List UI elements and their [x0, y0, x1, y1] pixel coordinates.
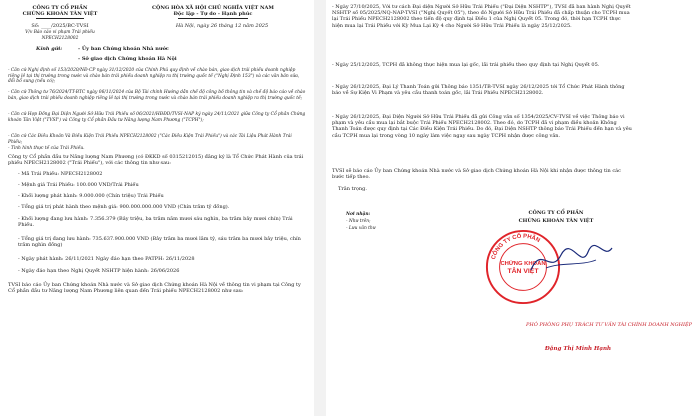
subject-line2: NPECH2128002 [41, 36, 79, 41]
bond-outstanding-value: - Tổng giá trị đang lưu hành: 735.637.900.000 VND (Bảy trăm ba mươi lăm tỷ, sáu trăm ba mươi bảy triệu, chín trăm nghìn đồng) [18, 236, 301, 249]
event-payment-default: - Ngày 25/12/2025, TCPH đã không thực hiện mua lại gốc, lãi trái phiếu theo quy định tại Nghị Quyết 05. [332, 62, 600, 68]
header-rule-left [36, 18, 84, 19]
seal-center-line1: CHỨNG KHOÁN [500, 261, 546, 268]
distribution-item-archive: - Lưu văn thư [346, 226, 376, 231]
regards: Trân trọng. [338, 186, 367, 192]
bond-maturity-resolution: - Ngày đáo hạn theo Nghị Quyết NSHTP hiện hành: 26/06/2026 [18, 268, 180, 274]
issuer-company-line2: CHỨNG KHOÁN TÂN VIỆT [22, 11, 98, 17]
issuer-intro: Công ty Cổ phần đầu tư Năng lượng Nam Phương (có ĐKKD số 0315212015) đăng ký là Tổ Chức Phát Hành của trái phiếu NPECH2128002 ("Trái Phiếu"), với các thông tin như sau: [8, 154, 304, 167]
report-intro: TVSI báo cáo Ủy ban Chứng khoán Nhà nước và Sở giao dịch Chứng khoán Hà Nội về thông tin vi phạm tại Công ty Cổ phần đầu tư Năng lượng Nam Phương liên quan đến Trái phiếu NPECH2128002 như sau: [8, 282, 301, 295]
national-motto: Độc lập - Tự do - Hạnh phúc [173, 11, 253, 17]
event-resolution-05: - Ngày 27/10/2025, Với tư cách Đại diện Người Sở Hữu Trái Phiếu ("Đại Diện NSHTP"), TVSI đã ban hành Nghị Quyết NSHTP số 05/2025/NQ-NAP-TVSI ("Nghị Quyết 05"), theo đó Người Sở Hữu Trái Phiếu đã chấp thuận cho TCPH mua lại Trái Phiếu NPECH2128002 theo tiến độ quy định tại Điều 1 của Nghị Quyết 05. Trong đó, thời hạn TCPH thực hiện mua lại Trái Phiếu với Kỳ Mua Lại Kỳ 4 cho Người Sở Hữu Trái Phiếu là ngày 25/12/2025. [332, 4, 631, 29]
bond-outstanding-volume: - Khối lượng đang lưu hành: 7.356.379 (Bảy triệu, ba trăm năm mươi sáu nghìn, ba trăm bảy mươi chín) Trái Phiếu. [18, 216, 293, 229]
legal-basis-bond-terms: - Căn cứ Các Điều Khoản Và Điều Kiện Trái Phiếu NPECH2128002 ("Các Điều Kiện Trái Phiếu") và các Tài Liệu Phát Hành Trái Phiếu; [8, 134, 292, 145]
signer-company-line1: CÔNG TY CỔ PHẦN [528, 210, 584, 216]
bond-issued-volume: - Khối lượng phát hành: 9.000.000 (Chín triệu) Trái Phiếu [18, 193, 164, 199]
subject-line1: V/v Báo cáo vi phạm Trái phiếu [25, 30, 95, 35]
seal-center-line2: TÂN VIỆT [507, 267, 539, 275]
header-rule-right [178, 18, 248, 19]
legal-basis-bond-status: - Tình hình thực tế của Trái Phiếu. [8, 146, 85, 151]
document-number: Số: ____/2025/BC-TVSI [31, 23, 89, 29]
document-page-left [0, 0, 314, 416]
page-gutter [314, 0, 326, 416]
signer-company-line2: CHỨNG KHOÁN TÂN VIỆT [518, 218, 594, 224]
distribution-item-above: - Như trên; [346, 219, 371, 224]
event-representative-notice: - Ngày 26/12/2025, Đại Diện Người Sở Hữu Trái Phiếu đã gửi Công văn số 1354/2025/CV-TVSI về việc Thông báo vi phạm và yêu cầu mua lại bắt buộc Trái Phiếu NPECH2128002. Theo đó, do TCPH đã vi phạm điều khoản Không Thanh Toán được quy định tại Các Điều Kiện Trái Phiếu. Do đó, Đại Diện NSHTP thông báo Trái Phiếu đến hạn và yêu cầu TCPH mua lại trong vòng 10 ngày làm việc ngay sau ngày TCPH nhận được công văn. [332, 114, 632, 139]
legal-basis-representative-contract: - Căn cứ Hợp Đồng Đại Diện Người Sở Hữu Trái Phiếu số 06/2021/HĐĐD/TVSI-NAP ký ngày 24/11/2021 giữa Công ty Cổ phần Chứng khoán Tân Việt ("TVSI") và Công ty Cổ phần Đầu tư Năng lượng Nam Phương ("TCPH"); [8, 112, 306, 123]
bond-dates: - Ngày phát hành: 26/11/2021 Ngày đáo hạn theo PATPH: 26/11/2028 [18, 256, 195, 262]
recipient-hnx: - Sở giao dịch Chứng khoán Hà Nội [78, 56, 177, 62]
issuer-company-line1: CÔNG TY CỔ PHẦN [32, 5, 88, 11]
signer-title: PHÓ PHÒNG PHỤ TRÁCH TƯ VẤN TÀI CHÍNH DOANH NGHIỆP [526, 322, 692, 328]
signature-icon [526, 240, 616, 280]
distribution-label: Nơi nhận: [346, 212, 371, 217]
event-paying-agent-notice: - Ngày 26/12/2025, Đại Lý Thanh Toán gửi Thông báo 1351/TB-TVSI ngày 26/12/2025 tới Tổ Chức Phát Hành thông báo về Sự Kiện Vi Phạm và yêu cầu thanh toán gốc, lãi Trái Phiếu NPECH2128002. [332, 84, 625, 97]
legal-basis-circular-76: - Căn cứ Thông tư 76/2024/TT-BTC ngày 06/11/2024 của Bộ Tài chính Hướng dẫn chế độ công bố thông tin và chế độ báo cáo về chào bán, giao dịch trái phiếu doanh nghiệp riêng lẻ tại thị trường trong nước và chào bán trái phiếu doanh nghiệp ra thị trường quốc tế; [8, 90, 306, 101]
recipients-label: Kính gửi: [36, 46, 63, 52]
signer-name: Đặng Thị Minh Hạnh [544, 346, 612, 352]
bond-code: - Mã Trái Phiếu: NPECH2128002 [18, 171, 103, 177]
recipient-ssc: - Ủy ban Chứng khoán Nhà nước [78, 46, 169, 52]
nation-title: CỘNG HÒA XÃ HỘI CHỦ NGHĨA VIỆT NAM [152, 5, 274, 11]
legal-basis-decree-153: - Căn cứ Nghị định số 153/2020/NĐ-CP ngày 31/12/2020 của Chính Phủ quy định về chào bán, giao dịch trái phiếu doanh nghiệp riêng lẻ tại thị trường trong nước và chào bán trái phiếu doanh nghiệp ra thị trường quốc tế ("Nghị Định 153") và các văn bản sửa, đổi bổ sung (nếu có); [8, 68, 300, 85]
seal-ring-text: CÔNG TY CỔ PHẦN [490, 233, 541, 261]
bond-par-value: - Mệnh giá Trái Phiếu: 100.000 VND/Trái Phiếu [18, 182, 139, 188]
document-page-right [326, 0, 692, 416]
document-date: Hà Nội, ngày 26 tháng 12 năm 2025 [175, 23, 269, 29]
bond-issued-value: - Tổng giá trị phát hành theo mệnh giá: 900.000.000.000 VND (Chín trăm tỷ đồng). [18, 204, 230, 210]
closing-statement: TVSI sẽ báo cáo Ủy ban Chứng khoán Nhà nước và Sở giao dịch Chứng khoán Hà Nội khi nhận được thông tin các bước tiếp theo. [332, 168, 621, 181]
